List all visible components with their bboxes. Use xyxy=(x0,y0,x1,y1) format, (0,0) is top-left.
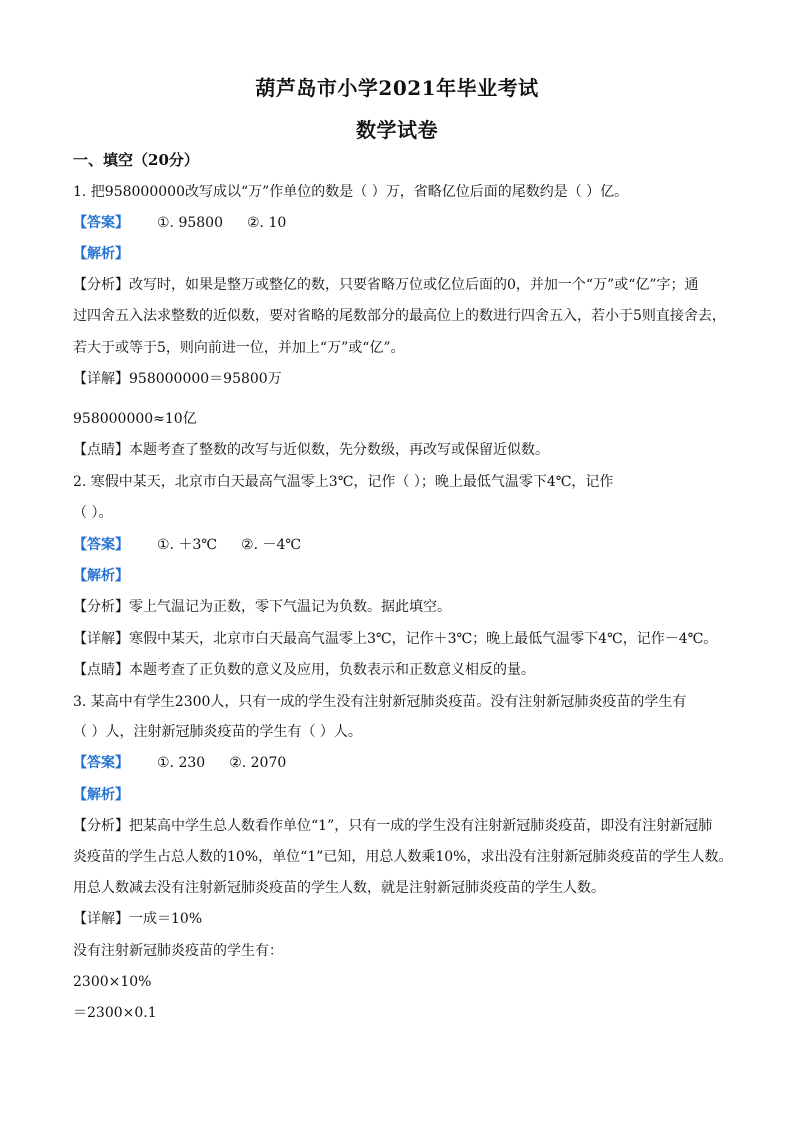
page-subtitle: 数学试卷 xyxy=(356,118,438,142)
question-1-detail-line-2: 958000000≈10亿 xyxy=(73,411,197,427)
fenxi-text: 改写时，如果是整万或整亿的数，只要省略万位或亿位后面的0，并加一个“万”或“亿”字；通 xyxy=(129,277,699,293)
detail-text: 958000000＝95800万 xyxy=(129,371,282,387)
detail-tag: 【详解】 xyxy=(73,371,129,387)
question-2-detail xyxy=(73,629,717,649)
question-1-comment xyxy=(73,440,549,460)
question-3-stem-line-2: （ ）人，注射新冠肺炎疫苗的学生有（ ）人。 xyxy=(73,724,362,740)
detail-tag: 【详解】 xyxy=(73,631,129,647)
analysis-tag: 【解析】 xyxy=(73,568,129,584)
fenxi-tag: 【分析】 xyxy=(73,599,129,615)
question-2-comment xyxy=(73,660,535,680)
question-3-detail xyxy=(73,909,202,929)
question-1-stem: 1. 把958000000改写成以“万”作单位的数是（ ）万，省略亿位后面的尾数约是（ ）亿。 xyxy=(73,184,629,200)
fenxi-tag: 【分析】 xyxy=(73,277,129,293)
comment-tag: 【点睛】 xyxy=(73,662,129,678)
analysis-tag: 【解析】 xyxy=(73,787,129,803)
question-3-fenxi-line-2: 炎疫苗的学生占总人数的10%，单位“1”已知，用总人数乘10%，求出没有注射新冠肺炎疫苗的学生人数。 xyxy=(73,849,733,865)
question-1-fenxi-line-3: 若大于或等于5，则向前进一位，并加上“万”或“亿”。 xyxy=(73,340,405,356)
question-1-fenxi-line-2: 过四舍五入法求整数的近似数，要对省略的尾数部分的最高位上的数进行四舍五入，若小于5则直接舍去， xyxy=(73,308,726,324)
detail-tag: 【详解】 xyxy=(73,911,129,927)
answer-2: ②. 2070 xyxy=(229,755,287,771)
section-heading: 一、填空（20分） xyxy=(73,151,199,169)
detail-text: 一成＝10% xyxy=(129,911,203,927)
comment-tag: 【点睛】 xyxy=(73,442,129,458)
fenxi-text: 把某高中学生总人数看作单位“1”，只有一成的学生没有注射新冠肺炎疫苗，即没有注射新冠肺 xyxy=(129,818,713,834)
detail-text: 寒假中某天，北京市白天最高气温零上3℃，记作＋3℃；晚上最低气温零下4℃，记作－4℃。 xyxy=(129,631,718,647)
question-2-stem-line-2: （ ）。 xyxy=(73,505,113,521)
question-3-work-line-2: 2300×10% xyxy=(73,974,152,990)
answer-2: ②. －4℃ xyxy=(241,537,302,553)
question-2-answer xyxy=(73,535,301,555)
question-1-detail xyxy=(73,369,282,389)
answer-tag: 【答案】 xyxy=(73,537,129,553)
comment-text: 本题考查了整数的改写与近似数，先分数级，再改写或保留近似数。 xyxy=(129,442,549,458)
question-3-stem: 3. 某高中有学生2300人，只有一成的学生没有注射新冠肺炎疫苗。没有注射新冠肺炎疫苗的学生有 xyxy=(73,694,687,710)
comment-text: 本题考查了正负数的意义及应用，负数表示和正数意义相反的量。 xyxy=(129,662,535,678)
question-1-fenxi xyxy=(73,275,699,295)
question-1-answer xyxy=(73,213,286,233)
question-3-work-line-3: ＝2300×0.1 xyxy=(73,1005,157,1021)
analysis-tag: 【解析】 xyxy=(73,246,129,262)
fenxi-tag: 【分析】 xyxy=(73,818,129,834)
answer-tag: 【答案】 xyxy=(73,755,129,771)
question-3-fenxi xyxy=(73,816,712,836)
question-2-fenxi xyxy=(73,597,451,617)
answer-1: ①. 230 xyxy=(157,755,206,771)
answer-tag: 【答案】 xyxy=(73,215,129,231)
question-3-answer xyxy=(73,753,286,773)
answer-1: ①. ＋3℃ xyxy=(157,537,218,553)
answer-2: ②. 10 xyxy=(247,215,287,231)
page-title: 葫芦岛市小学2021年毕业考试 xyxy=(255,76,539,100)
fenxi-text: 零上气温记为正数，零下气温记为负数。据此填空。 xyxy=(129,599,451,615)
answer-1: ①. 95800 xyxy=(157,215,223,231)
question-3-fenxi-line-3: 用总人数减去没有注射新冠肺炎疫苗的学生人数，就是注射新冠肺炎疫苗的学生人数。 xyxy=(73,880,605,896)
question-3-work-line-1: 没有注射新冠肺炎疫苗的学生有： xyxy=(73,943,283,959)
question-2-stem: 2. 寒假中某天，北京市白天最高气温零上3℃，记作（ ）；晚上最低气温零下4℃，记作 xyxy=(73,474,614,490)
